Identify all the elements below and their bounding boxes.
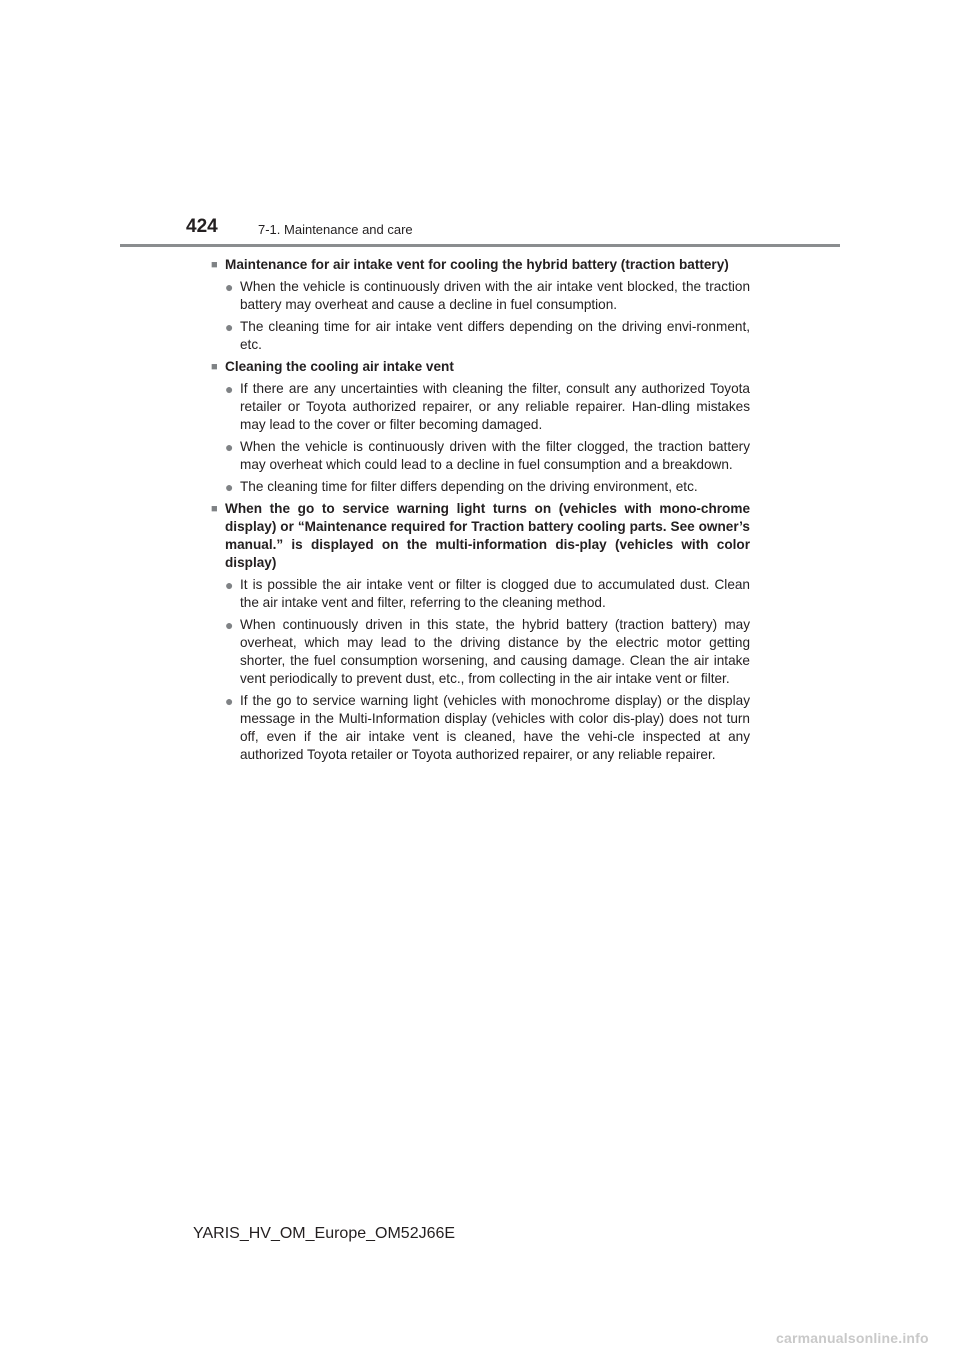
list-item-text: It is possible the air intake vent or filter is clogged due to accumulated dust. Clean the air intake vent and filter, referring to the cleaning method. xyxy=(240,577,750,610)
section-heading xyxy=(211,256,750,274)
list-item xyxy=(225,478,750,496)
list-item xyxy=(225,318,750,354)
list-item xyxy=(225,692,750,764)
list-item-text: If the go to service warning light (vehicles with monochrome display) or the display message in the Multi-Information display (vehicles with color dis-play) does not turn off, even if the air intake vent is cleaned, have the vehi-cle inspected at any authorized Toyota retailer or Toyota authorized repairer, or any reliable repairer. xyxy=(240,693,750,762)
round-bullet-icon: ● xyxy=(225,381,234,397)
section-heading xyxy=(211,500,750,572)
header-rule xyxy=(120,244,840,247)
section-title: When the go to service warning light turns on (vehicles with mono-chrome display) or “Maintenance required for Traction battery cooling parts. See owner’s manual.” is displayed on the multi-information dis-play (vehicles with color display) xyxy=(225,501,750,570)
square-bullet-icon: ■ xyxy=(211,259,218,271)
content xyxy=(211,256,750,768)
section-air-intake-maintenance xyxy=(211,256,750,354)
round-bullet-icon: ● xyxy=(225,439,234,455)
list-item xyxy=(225,380,750,434)
round-bullet-icon: ● xyxy=(225,693,234,709)
list-item-text: When continuously driven in this state, the hybrid battery (traction battery) may overheat, which may lead to the driving distance by the electric motor getting shorter, the fuel consumption worsening, and causing damage. Clean the air intake vent periodically to prevent dust, etc., from collecting in the air intake vent or filter. xyxy=(240,617,750,686)
list-item-text: When the vehicle is continuously driven with the filter clogged, the traction battery may overheat which could lead to a decline in fuel consumption and a breakdown. xyxy=(240,439,750,472)
section-cleaning-vent xyxy=(211,358,750,496)
square-bullet-icon: ■ xyxy=(211,361,218,373)
square-bullet-icon: ■ xyxy=(211,503,218,515)
watermark[interactable]: carmanualsonline.info xyxy=(776,1330,929,1346)
section-label: 7-1. Maintenance and care xyxy=(258,222,413,237)
section-title: Maintenance for air intake vent for cooling the hybrid battery (traction battery) xyxy=(225,257,729,272)
list-item-text: The cleaning time for air intake vent differs depending on the driving envi-ronment, etc. xyxy=(240,319,750,352)
list-item-text: If there are any uncertainties with cleaning the filter, consult any authorized Toyota retailer or Toyota authorized repairer, or any reliable repairer. Han-dling mistakes may lead to the cover or filter becoming damaged. xyxy=(240,381,750,432)
section-title: Cleaning the cooling air intake vent xyxy=(225,359,454,374)
list-item-text: The cleaning time for filter differs depending on the driving environment, etc. xyxy=(240,479,698,494)
round-bullet-icon: ● xyxy=(225,319,234,335)
list-item xyxy=(225,438,750,474)
list-item xyxy=(225,278,750,314)
round-bullet-icon: ● xyxy=(225,617,234,633)
round-bullet-icon: ● xyxy=(225,577,234,593)
section-heading xyxy=(211,358,750,376)
section-warning-light xyxy=(211,500,750,764)
list-item-text: When the vehicle is continuously driven with the air intake vent blocked, the traction battery may overheat and cause a decline in fuel consumption. xyxy=(240,279,750,312)
round-bullet-icon: ● xyxy=(225,279,234,295)
list-item xyxy=(225,616,750,688)
footer-doc-code: YARIS_HV_OM_Europe_OM52J66E xyxy=(193,1225,456,1242)
round-bullet-icon: ● xyxy=(225,479,234,495)
list-item xyxy=(225,576,750,612)
page-number: 424 xyxy=(186,216,218,237)
